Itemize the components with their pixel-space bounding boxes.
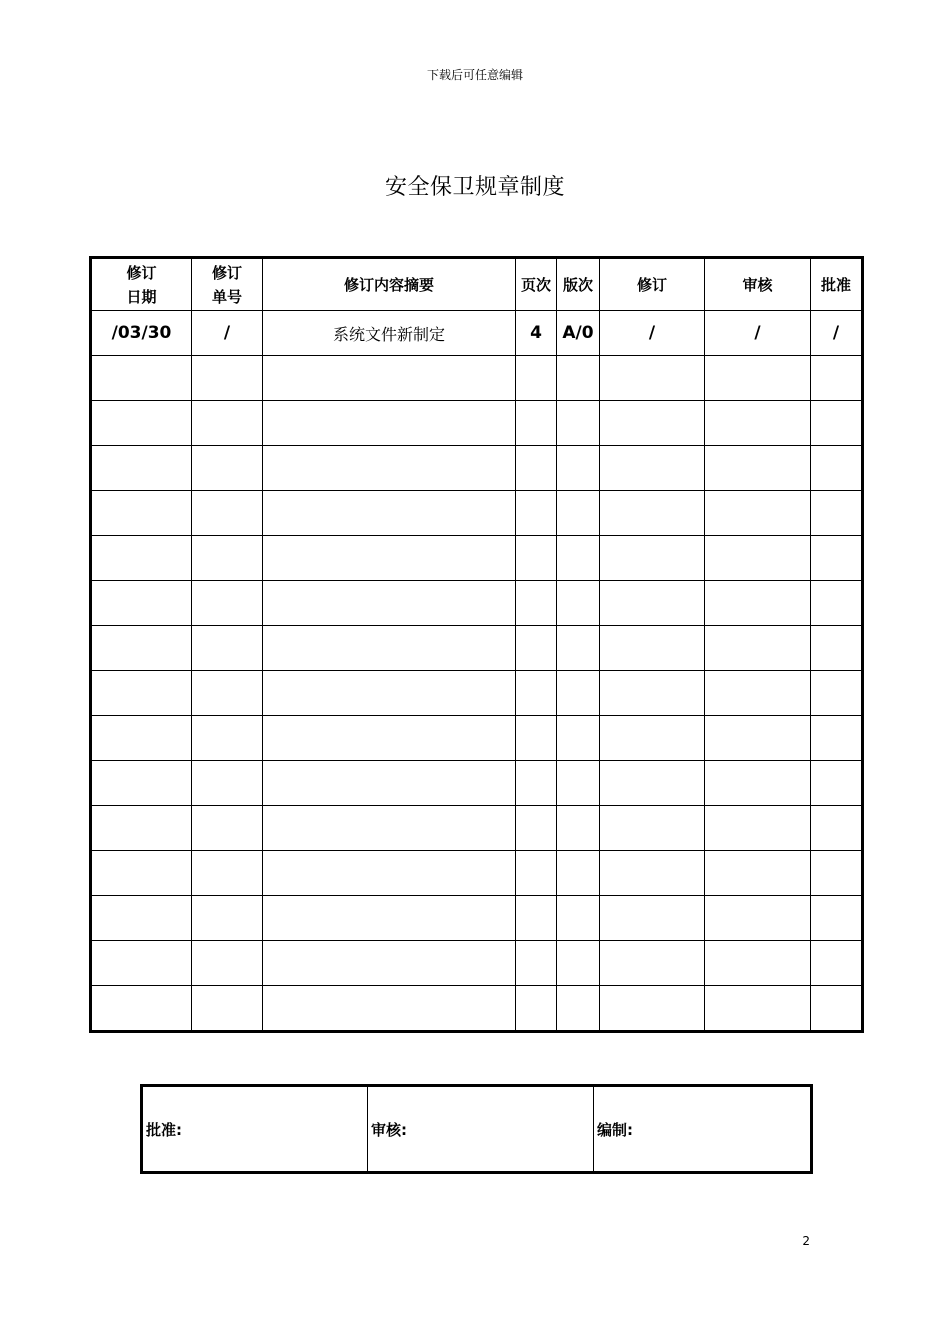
cell-approved-by: / <box>811 311 863 356</box>
document-title: 安全保卫规章制度 <box>384 175 565 200</box>
cell-date: /03/30 <box>91 311 192 356</box>
empty-cell <box>600 626 705 671</box>
empty-cell <box>192 536 263 581</box>
empty-cell <box>557 491 600 536</box>
empty-cell <box>192 356 263 401</box>
empty-cell <box>557 986 600 1032</box>
table-row <box>91 986 863 1032</box>
header-approved-by: 批准 <box>811 258 863 311</box>
empty-cell <box>705 851 811 896</box>
empty-cell <box>811 896 863 941</box>
empty-cell <box>705 581 811 626</box>
empty-cell <box>557 806 600 851</box>
empty-cell <box>557 626 600 671</box>
empty-cell <box>600 986 705 1032</box>
empty-cell <box>705 401 811 446</box>
table-row <box>91 536 863 581</box>
empty-cell <box>263 671 516 716</box>
empty-cell <box>263 716 516 761</box>
revision-history-table <box>89 256 864 1033</box>
empty-cell <box>516 446 557 491</box>
empty-cell <box>192 446 263 491</box>
table-row <box>91 581 863 626</box>
empty-cell <box>263 761 516 806</box>
empty-cell <box>516 986 557 1032</box>
cell-reviewed-by: / <box>705 311 811 356</box>
empty-cell <box>600 851 705 896</box>
empty-cell <box>557 761 600 806</box>
empty-cell <box>705 716 811 761</box>
empty-cell <box>705 626 811 671</box>
empty-cell <box>263 626 516 671</box>
header-version: 版次 <box>557 258 600 311</box>
empty-cell <box>811 851 863 896</box>
empty-cell <box>600 896 705 941</box>
header-revised-by: 修订 <box>600 258 705 311</box>
empty-cell <box>192 896 263 941</box>
empty-cell <box>705 671 811 716</box>
empty-cell <box>705 761 811 806</box>
empty-cell <box>811 806 863 851</box>
empty-cell <box>91 401 192 446</box>
empty-cell <box>263 896 516 941</box>
empty-cell <box>557 851 600 896</box>
table-row <box>91 806 863 851</box>
empty-cell <box>263 536 516 581</box>
empty-cell <box>192 806 263 851</box>
empty-cell <box>91 491 192 536</box>
table-row <box>91 896 863 941</box>
empty-cell <box>705 446 811 491</box>
empty-cell <box>811 581 863 626</box>
table-row <box>91 626 863 671</box>
empty-cell <box>705 896 811 941</box>
empty-cell <box>557 671 600 716</box>
empty-cell <box>600 671 705 716</box>
empty-cell <box>705 986 811 1032</box>
header-note: 下载后可任意编辑 <box>426 68 523 82</box>
empty-cell <box>516 851 557 896</box>
empty-cell <box>811 761 863 806</box>
header-revision-date: 修订 日期 <box>91 258 192 311</box>
table-row <box>91 491 863 536</box>
approve-cell: 批准: <box>142 1086 368 1173</box>
empty-cell <box>91 356 192 401</box>
empty-cell <box>516 671 557 716</box>
table-row <box>91 761 863 806</box>
empty-cell <box>516 626 557 671</box>
table-row <box>91 311 863 356</box>
empty-cell <box>811 446 863 491</box>
table-row <box>91 941 863 986</box>
empty-cell <box>192 671 263 716</box>
header-revision-number: 修订 单号 <box>192 258 263 311</box>
empty-cell <box>192 716 263 761</box>
empty-cell <box>263 446 516 491</box>
empty-cell <box>91 671 192 716</box>
empty-cell <box>557 941 600 986</box>
empty-cell <box>91 536 192 581</box>
empty-cell <box>811 491 863 536</box>
cell-page: 4 <box>516 311 557 356</box>
empty-cell <box>557 446 600 491</box>
empty-cell <box>91 716 192 761</box>
table-row <box>91 401 863 446</box>
empty-cell <box>600 716 705 761</box>
empty-cell <box>811 536 863 581</box>
empty-cell <box>705 491 811 536</box>
empty-cell <box>811 356 863 401</box>
empty-cell <box>516 761 557 806</box>
empty-cell <box>263 941 516 986</box>
empty-cell <box>516 806 557 851</box>
empty-cell <box>811 716 863 761</box>
empty-cell <box>263 851 516 896</box>
table-row <box>91 671 863 716</box>
empty-cell <box>91 941 192 986</box>
empty-cell <box>192 581 263 626</box>
empty-cell <box>516 716 557 761</box>
cell-summary: 系统文件新制定 <box>263 311 516 356</box>
empty-cell <box>557 581 600 626</box>
empty-cell <box>600 446 705 491</box>
empty-cell <box>516 581 557 626</box>
empty-cell <box>192 761 263 806</box>
table-row <box>91 356 863 401</box>
signoff-row <box>142 1086 812 1173</box>
empty-cell <box>263 806 516 851</box>
empty-cell <box>192 986 263 1032</box>
table-header-row <box>91 258 863 311</box>
cell-version: A/0 <box>557 311 600 356</box>
empty-cell <box>600 806 705 851</box>
empty-cell <box>557 356 600 401</box>
empty-cell <box>705 536 811 581</box>
empty-cell <box>516 941 557 986</box>
empty-cell <box>557 401 600 446</box>
empty-cell <box>600 761 705 806</box>
table-row <box>91 446 863 491</box>
table-row <box>91 716 863 761</box>
empty-cell <box>811 626 863 671</box>
empty-cell <box>600 941 705 986</box>
empty-cell <box>600 581 705 626</box>
empty-cell <box>705 806 811 851</box>
empty-cell <box>91 806 192 851</box>
cell-revised-by: / <box>600 311 705 356</box>
empty-cell <box>91 581 192 626</box>
empty-cell <box>192 626 263 671</box>
empty-cell <box>263 356 516 401</box>
page-number: 2 <box>802 1234 810 1248</box>
empty-cell <box>811 941 863 986</box>
empty-cell <box>91 986 192 1032</box>
empty-cell <box>811 986 863 1032</box>
empty-cell <box>263 581 516 626</box>
empty-cell <box>516 491 557 536</box>
empty-cell <box>91 761 192 806</box>
signoff-table <box>140 1084 813 1174</box>
header-revision-summary: 修订内容摘要 <box>263 258 516 311</box>
empty-cell <box>600 491 705 536</box>
review-cell: 审核: <box>368 1086 594 1173</box>
empty-cell <box>263 491 516 536</box>
empty-cell <box>192 491 263 536</box>
empty-cell <box>705 941 811 986</box>
empty-cell <box>192 851 263 896</box>
empty-cell <box>811 671 863 716</box>
header-reviewed-by: 审核 <box>705 258 811 311</box>
empty-cell <box>263 401 516 446</box>
empty-cell <box>91 446 192 491</box>
empty-cell <box>600 356 705 401</box>
empty-cell <box>811 401 863 446</box>
empty-cell <box>557 896 600 941</box>
empty-cell <box>516 401 557 446</box>
empty-cell <box>557 716 600 761</box>
empty-cell <box>600 401 705 446</box>
empty-cell <box>516 536 557 581</box>
empty-cell <box>192 401 263 446</box>
empty-cell <box>91 626 192 671</box>
empty-cell <box>557 536 600 581</box>
table-row <box>91 851 863 896</box>
empty-cell <box>516 896 557 941</box>
empty-cell <box>600 536 705 581</box>
prepare-cell: 编制: <box>594 1086 812 1173</box>
empty-cell <box>516 356 557 401</box>
empty-cell <box>91 896 192 941</box>
empty-cell <box>263 986 516 1032</box>
empty-cell <box>192 941 263 986</box>
header-page: 页次 <box>516 258 557 311</box>
empty-cell <box>91 851 192 896</box>
cell-number: / <box>192 311 263 356</box>
empty-cell <box>705 356 811 401</box>
